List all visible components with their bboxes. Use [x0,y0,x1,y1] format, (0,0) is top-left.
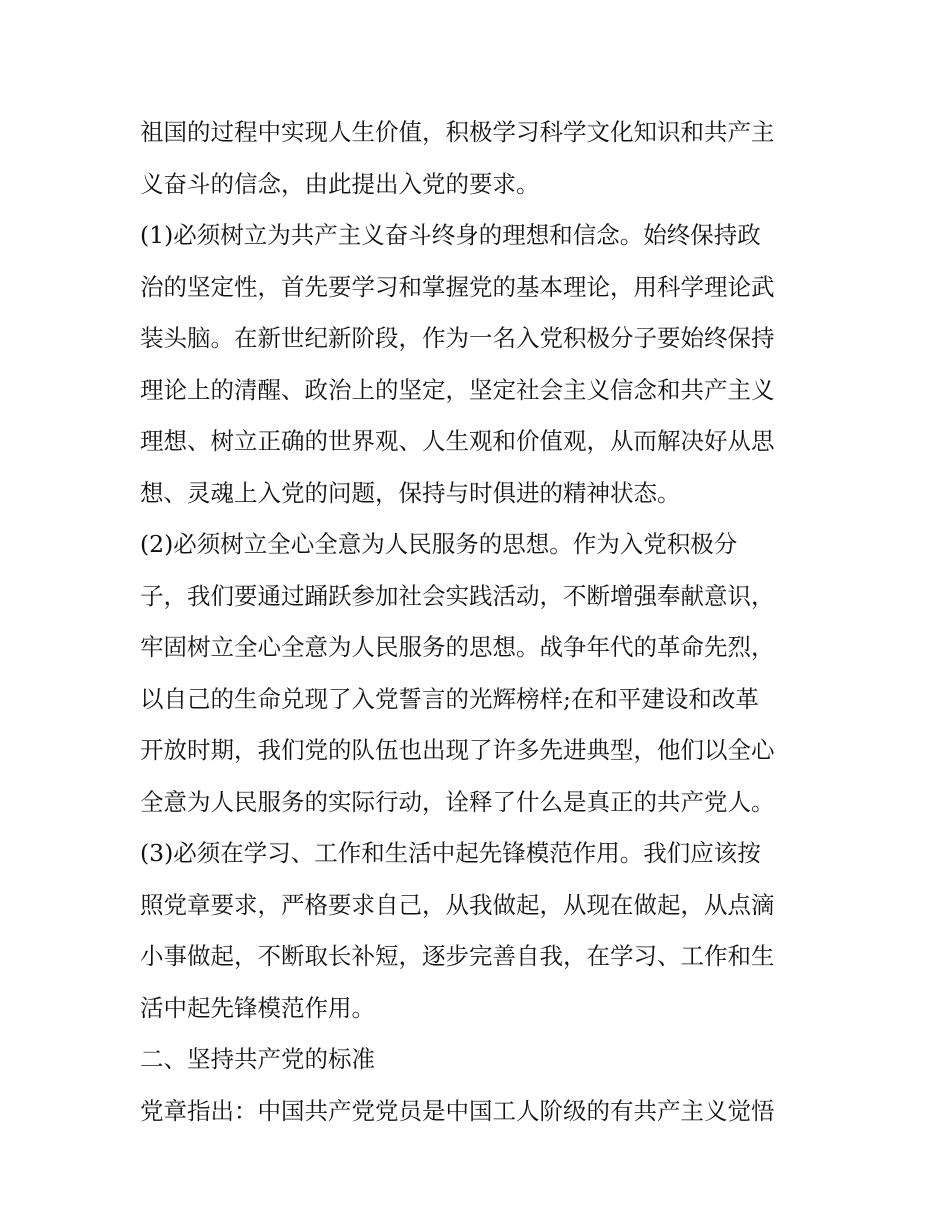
text-line: 装头脑。在新世纪新阶段，作为一名入党积极分子要始终保持 [140,324,775,352]
text-line: (1)必须树立为共产主义奋斗终身的理想和信念。始终保持政 [140,221,761,249]
text-line: (3)必须在学习、工作和生活中起先锋模范作用。我们应该按 [140,839,761,867]
text-line: (2)必须树立全心全意为人民服务的思想。作为入党积极分 [140,530,738,558]
text-line: 活中起先锋模范作用。 [140,993,375,1022]
text-line: 理论上的清醒、政治上的坚定，坚定社会主义信念和共产主义 [140,375,775,404]
text-line: 想、灵魂上入党的问题，保持与时俱进的精神状态。 [140,478,681,507]
text-line: 小事做起，不断取长补短，逐步完善自我，在学习、工作和生 [140,942,775,970]
text-line: 理想、树立正确的世界观、人生观和价值观，从而解决好从思 [140,427,775,455]
section-heading: 二、坚持共产党的标准 [140,1045,375,1073]
text-line: 全意为人民服务的实际行动，诠释了什么是真正的共产党人。 [140,787,775,816]
text-line: 牢固树立全心全意为人民服务的思想。战争年代的革命先烈， [140,633,775,661]
text-line: 祖国的过程中实现人生价值，积极学习科学文化知识和共产主 [140,118,775,146]
text-line: 开放时期，我们党的队伍也出现了许多先进典型，他们以全心 [140,736,775,764]
text-line: 子，我们要通过踊跃参加社会实践活动，不断增强奉献意识， [140,581,775,610]
text-line: 治的坚定性，首先要学习和掌握党的基本理论，用科学理论武 [140,272,775,301]
text-line: 以自己的生命兑现了入党誓言的光辉榜样;在和平建设和改革 [140,684,759,713]
text-line: 党章指出：中国共产党党员是中国工人阶级的有共产主义觉悟 [140,1096,775,1125]
document-page [140,112,820,1142]
text-line: 义奋斗的信念，由此提出入党的要求。 [140,169,540,198]
text-line: 照党章要求，严格要求自己，从我做起，从现在做起，从点滴 [140,890,775,919]
